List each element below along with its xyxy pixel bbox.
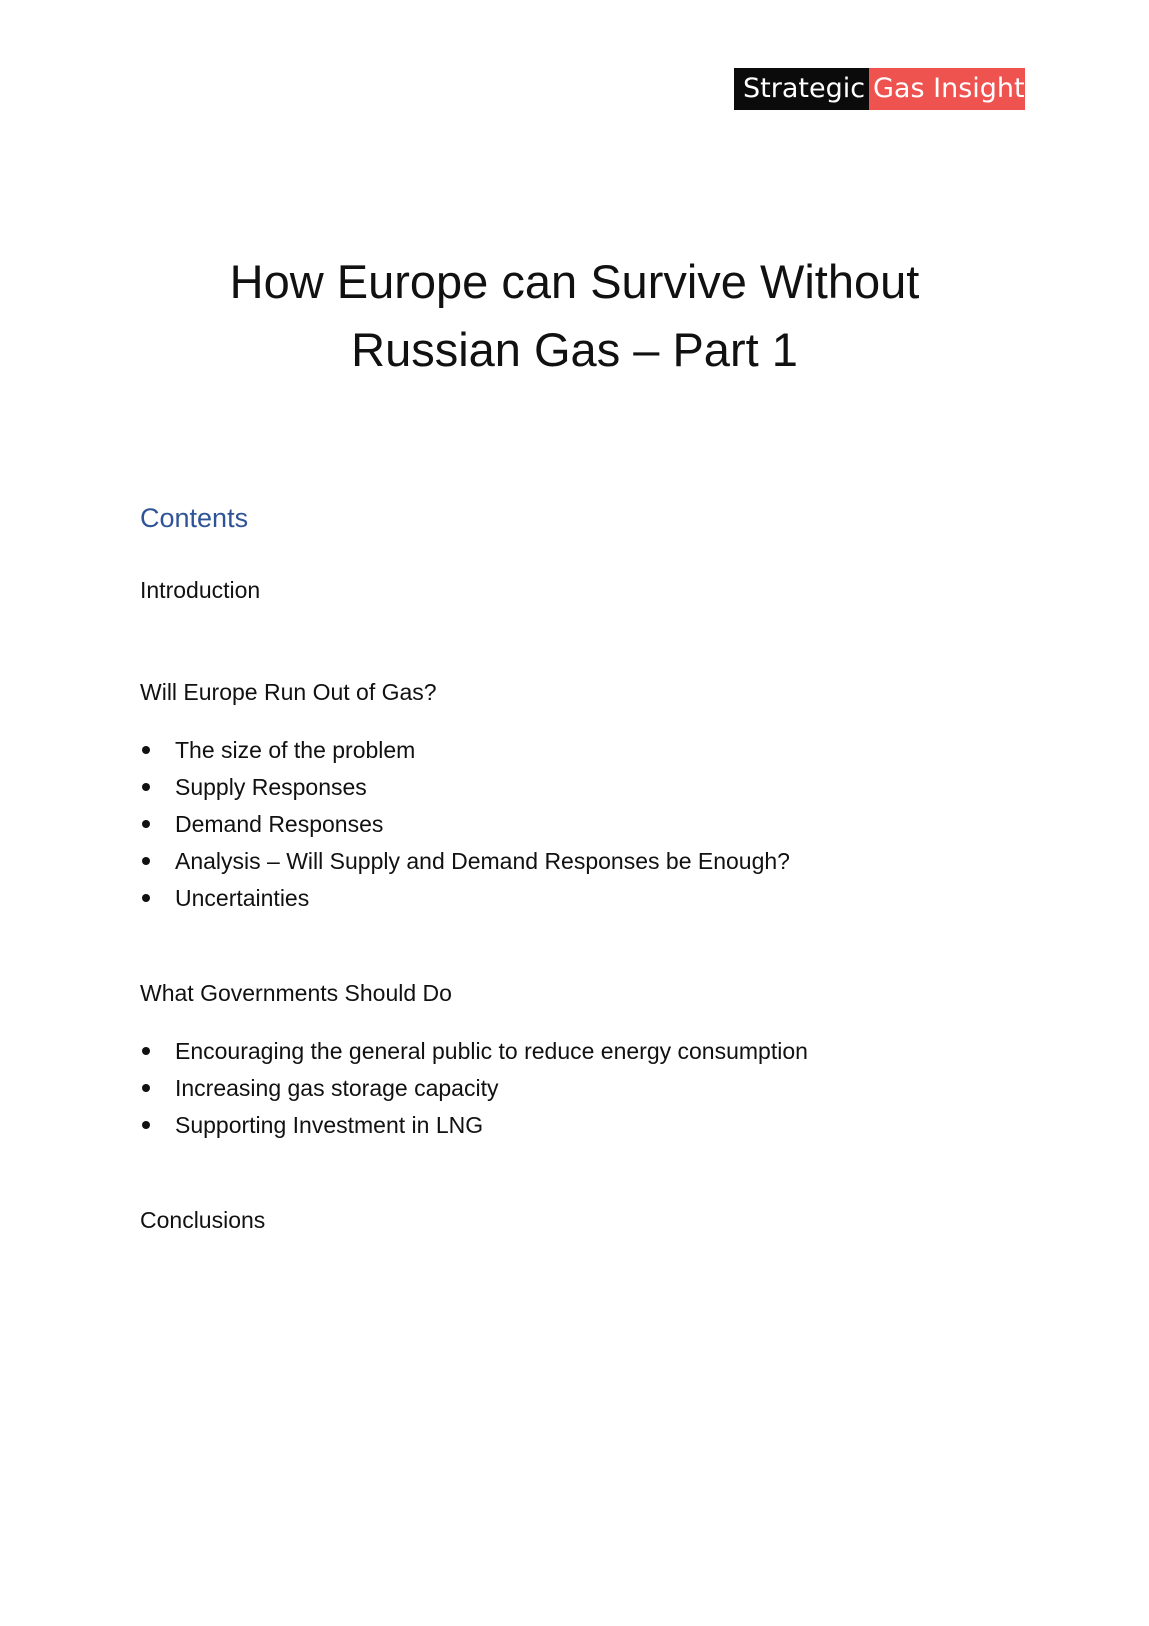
bullet-icon <box>142 820 150 828</box>
bullet-icon <box>142 1084 150 1092</box>
document-title <box>0 248 1149 384</box>
list-item-label: Encouraging the general public to reduce energy consumption <box>175 1038 808 1064</box>
list-item <box>140 734 790 771</box>
toc-section-1-title: Will Europe Run Out of Gas? <box>140 679 437 705</box>
list-item <box>140 882 790 919</box>
list-item <box>140 845 790 882</box>
list-item-label: Uncertainties <box>175 885 310 911</box>
title-line-2: Russian Gas – Part 1 <box>351 323 798 376</box>
bullet-icon <box>142 1121 150 1129</box>
toc-introduction: Introduction <box>140 577 261 603</box>
bullet-icon <box>142 857 150 865</box>
list-item <box>140 771 790 808</box>
list-item-label: Supply Responses <box>175 774 367 800</box>
bullet-icon <box>142 1047 150 1055</box>
list-item <box>140 808 790 845</box>
toc-section-2-title: What Governments Should Do <box>140 980 452 1006</box>
list-item-label: Analysis – Will Supply and Demand Responses be Enough? <box>175 848 790 874</box>
logo-left-text: Strategic <box>734 68 869 110</box>
brand-logo <box>734 68 1025 110</box>
list-item <box>140 1035 808 1072</box>
title-line-1: How Europe can Survive Without <box>229 255 920 308</box>
logo-right-text: Gas Insight <box>869 68 1025 110</box>
contents-heading: Contents <box>140 503 249 533</box>
list-item-label: Increasing gas storage capacity <box>175 1075 499 1101</box>
bullet-icon <box>142 783 150 791</box>
bullet-icon <box>142 894 150 902</box>
list-item <box>140 1072 808 1109</box>
toc-section-1-list <box>140 734 790 919</box>
bullet-icon <box>142 746 150 754</box>
list-item-label: Supporting Investment in LNG <box>175 1112 484 1138</box>
toc-conclusions: Conclusions <box>140 1207 266 1233</box>
list-item-label: Demand Responses <box>175 811 384 837</box>
toc-section-2-list <box>140 1035 808 1146</box>
list-item <box>140 1109 808 1146</box>
list-item-label: The size of the problem <box>175 737 416 763</box>
